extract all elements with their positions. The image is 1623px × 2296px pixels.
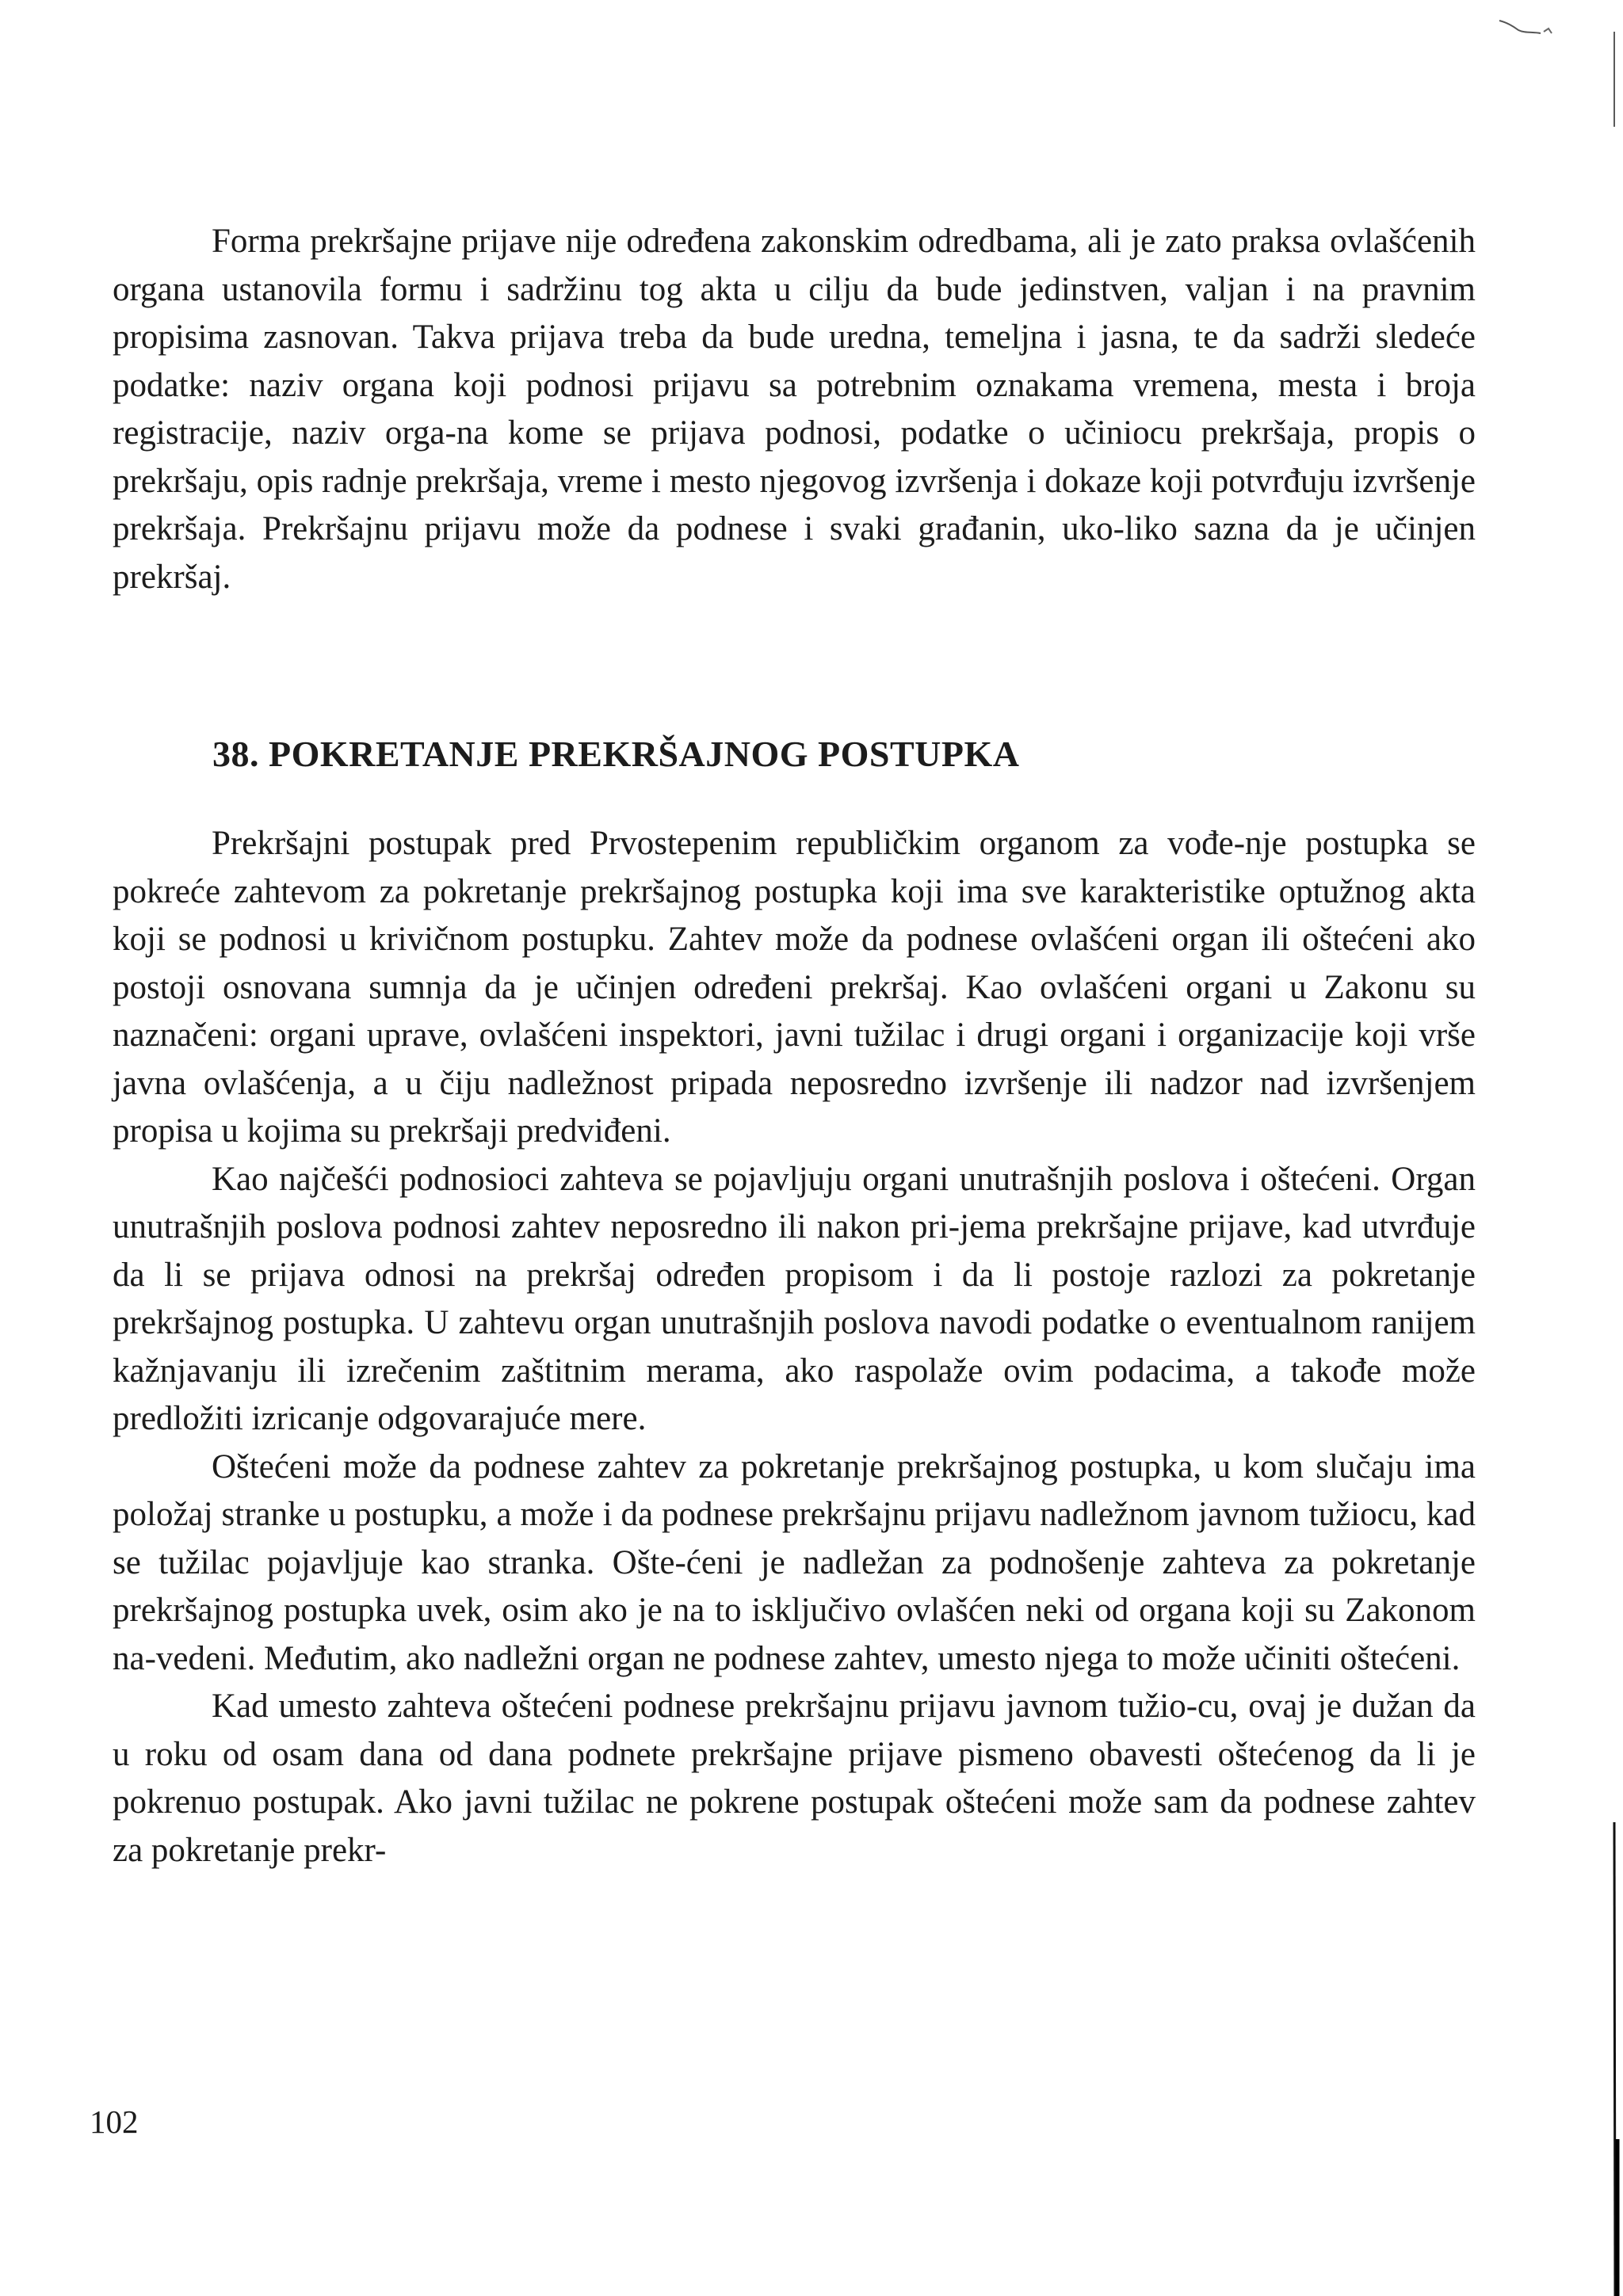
intro-paragraph: Forma prekršajne prijave nije određena zakonskim odredbama, ali je zato praksa ovlašćenih organa ustanovila formu i sadržinu tog akta u cilju da bude jedinstven, valjan i na pravnim propisima zasnovan. Takva prijava treba da bude uredna, temeljna i jasna, te da sadrži sledeće podatke: naziv organa koji podnosi prijavu sa potrebnim oznakama vremena, mesta i broja registracije, naziv orga-na kome se prijava podnosi, podatke o učiniocu prekršaja, propis o prekršaju, opis radnje prekršaja, vreme i mesto njegovog izvršenja i dokaze koji potvrđuju izvršenje prekršaja. Prekršajnu prijavu može da podnese i svaki građanin, uko-liko sazna da je učinjen prekršaj. bbox=[113, 223, 1476, 596]
body-paragraph: Kad umesto zahteva oštećeni podnese prekršajnu prijavu javnom tužio-cu, ovaj je dužan da u roku od osam dana od dana podnete prekršajne prijave pismeno obavesti oštećenog da li je pokrenuo postupak. Ako javni tužilac ne pokrene postupak oštećeni može sam da podnese zahtev za pokretanje prekr- bbox=[113, 1688, 1476, 1869]
scan-corner-mark bbox=[1498, 14, 1561, 46]
scan-right-edge bbox=[1610, 0, 1623, 2296]
body-paragraph: Prekršajni postupak pred Prvostepenim republičkim organom za vođe-nje postupka se pokreće zahtevom za pokretanje prekršajnog postupka koji ima sve karakteristike optužnog akta koji se podnosi u krivičnom postupku. Zahtev može da podnese ovlašćeni organ ili oštećeni ako postoji osnovana sumnja da je učinjen određeni prekršaj. Kao ovlašćeni organi u Zakonu su naznačeni: organi uprave, ovlašćeni inspektori, javni tužilac i drugi organi i organizacije koji vrše javna ovlašćenja, a u čiju nadležnost pripada neposredno izvršenje ili nadzor nad izvršenjem propisa u kojima su prekršaji predviđeni. bbox=[113, 825, 1476, 1150]
page-number: 102 bbox=[90, 2103, 139, 2140]
section-body bbox=[113, 820, 1476, 1875]
body-paragraph: Kao najčešći podnosioci zahteva se pojavljuju organi unutrašnjih poslova i oštećeni. Organ unutrašnjih poslova podnosi zahtev neposredno ili nakon pri-jema prekršajne prijave, kad utvrđuje da li se prijava odnosi na prekršaj određen propisom i da li postoje razlozi za pokretanje prekršajnog postupka. U zahtevu organ unutrašnjih poslova navodi podatke o eventualnom ranijem kažnjavanju ili izrečenim zaštitnim merama, ako raspolaže ovim podacima, a takođe može predložiti izricanje odgovarajuće mere. bbox=[113, 1160, 1476, 1437]
section-heading: 38. POKRETANJE PREKRŠAJNOG POSTUPKA bbox=[212, 734, 1020, 774]
body-paragraph: Oštećeni može da podnese zahtev za pokretanje prekršajnog postupka, u kom slučaju ima položaj stranke u postupku, a može i da podnese prekršajnu prijavu nadležnom javnom tužiocu, kad se tužilac pojavljuje kao stranka. Ošte-ćeni je nadležan za podnošenje zahteva za pokretanje prekršajnog postupka uvek, osim ako je na to isključivo ovlašćen neki od organa koji su Zakonom na-vedeni. Međutim, ako nadležni organ ne podnese zahtev, umesto njega to može učiniti oštećeni. bbox=[113, 1447, 1476, 1677]
